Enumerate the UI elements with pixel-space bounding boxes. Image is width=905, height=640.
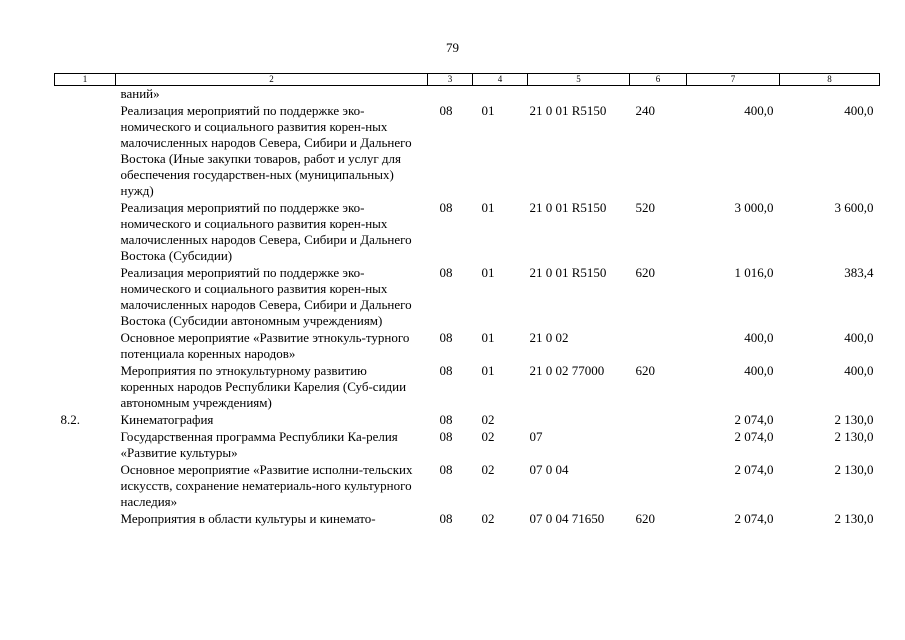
row-number <box>55 363 116 412</box>
section-code: 08 <box>439 200 453 215</box>
expense-type-code: 620 <box>635 511 655 526</box>
subsection-code: 01 <box>481 363 495 378</box>
amount-col-8: 3 600,0 <box>834 200 874 215</box>
subsection-code: 01 <box>481 200 495 215</box>
section-code <box>428 86 473 104</box>
amount-col-8 <box>780 86 880 104</box>
expense-type-code: 240 <box>635 103 655 118</box>
item-name: Реализация мероприятий по поддержке эко-номического и социального развития корен-ных малочисленных народов Севера, Сибири и Дальнего Востока (Иные закупки товаров, работ и услуг для обеспечения государствен-ных (муниципальных) нужд) <box>120 103 412 198</box>
amount-col-7: 400,0 <box>744 363 774 378</box>
table-row <box>55 200 880 265</box>
table-row <box>55 462 880 511</box>
target-article-code: 21 0 01 R5150 <box>529 103 607 118</box>
section-code: 08 <box>439 330 453 345</box>
amount-col-8: 2 130,0 <box>834 412 874 427</box>
item-name: Мероприятия в области культуры и кинемато- <box>120 511 376 526</box>
table-row <box>55 330 880 363</box>
expense-type-code: 620 <box>635 363 655 378</box>
item-name: Основное мероприятие «Развитие этнокуль-турного потенциала коренных народов» <box>120 330 410 361</box>
subsection-code: 02 <box>481 429 495 444</box>
item-name: Основное мероприятие «Развитие исполни-тельских искусств, сохранение нематериаль-ного культурного наследия» <box>120 462 413 509</box>
subsection-code: 01 <box>481 330 495 345</box>
item-name: Государственная программа Республики Ка-релия «Развитие культуры» <box>120 429 398 460</box>
expense-type-code <box>630 86 687 104</box>
target-article-code: 07 0 04 71650 <box>529 511 605 526</box>
amount-col-7: 2 074,0 <box>734 412 774 427</box>
item-name: ваний» <box>120 86 160 101</box>
item-name: Реализация мероприятий по поддержке эко-номического и социального развития корен-ных малочисленных народов Севера, Сибири и Дальнего Востока (Субсидии автономным учреждениям) <box>120 265 412 328</box>
subsection-code: 01 <box>481 265 495 280</box>
section-code: 08 <box>439 429 453 444</box>
expense-type-code: 620 <box>635 265 655 280</box>
expense-type-code <box>630 429 687 462</box>
table-row <box>55 363 880 412</box>
amount-col-8: 2 130,0 <box>834 429 874 444</box>
row-number <box>55 511 116 528</box>
subsection-code: 02 <box>481 462 495 477</box>
item-name: Кинематография <box>120 412 214 427</box>
row-number: 8.2. <box>60 412 80 427</box>
expense-type-code <box>630 462 687 511</box>
subsection-code <box>473 86 528 104</box>
row-number <box>55 86 116 104</box>
section-code: 08 <box>439 412 453 427</box>
expense-type-code <box>630 330 687 363</box>
page-number: 79 <box>446 40 459 55</box>
expense-type-code: 520 <box>635 200 655 215</box>
section-code: 08 <box>439 363 453 378</box>
amount-col-7 <box>687 86 780 104</box>
row-number <box>55 103 116 200</box>
item-name: Реализация мероприятий по поддержке эко-номического и социального развития корен-ных малочисленных народов Севера, Сибири и Дальнего Востока (Субсидии) <box>120 200 412 263</box>
row-number <box>55 429 116 462</box>
amount-col-8: 400,0 <box>844 103 874 118</box>
table-row <box>55 103 880 200</box>
column-header-5: 5 <box>528 74 630 86</box>
column-header-1: 1 <box>55 74 116 86</box>
column-header-6: 6 <box>630 74 687 86</box>
table-row <box>55 86 880 104</box>
row-number <box>55 330 116 363</box>
target-article-code: 21 0 02 77000 <box>529 363 605 378</box>
table-row <box>55 511 880 528</box>
amount-col-7: 2 074,0 <box>734 462 774 477</box>
expense-type-code <box>630 412 687 429</box>
table-row <box>55 412 880 429</box>
section-code: 08 <box>439 511 453 526</box>
amount-col-7: 2 074,0 <box>734 511 774 526</box>
target-article-code <box>528 86 630 104</box>
amount-col-8: 2 130,0 <box>834 462 874 477</box>
target-article-code: 21 0 02 <box>529 330 569 345</box>
subsection-code: 02 <box>481 412 495 427</box>
column-header-2: 2 <box>116 74 428 86</box>
item-name: Мероприятия по этнокультурному развитию коренных народов Республики Карелия (Суб-сидии автономным учреждениям) <box>120 363 407 410</box>
amount-col-8: 383,4 <box>844 265 874 280</box>
table-header-row <box>55 74 880 86</box>
section-code: 08 <box>439 103 453 118</box>
column-header-4: 4 <box>473 74 528 86</box>
amount-col-7: 2 074,0 <box>734 429 774 444</box>
row-number <box>55 200 116 265</box>
target-article-code <box>528 412 630 429</box>
target-article-code: 21 0 01 R5150 <box>529 265 607 280</box>
amount-col-8: 2 130,0 <box>834 511 874 526</box>
target-article-code: 21 0 01 R5150 <box>529 200 607 215</box>
amount-col-7: 1 016,0 <box>734 265 774 280</box>
amount-col-8: 400,0 <box>844 330 874 345</box>
column-header-7: 7 <box>687 74 780 86</box>
target-article-code: 07 0 04 <box>529 462 569 477</box>
subsection-code: 01 <box>481 103 495 118</box>
row-number <box>55 462 116 511</box>
subsection-code: 02 <box>481 511 495 526</box>
target-article-code: 07 <box>529 429 543 444</box>
amount-col-8: 400,0 <box>844 363 874 378</box>
section-code: 08 <box>439 462 453 477</box>
column-header-3: 3 <box>428 74 473 86</box>
row-number <box>55 265 116 330</box>
amount-col-7: 3 000,0 <box>734 200 774 215</box>
column-header-8: 8 <box>780 74 880 86</box>
table-row <box>55 265 880 330</box>
table-row <box>55 429 880 462</box>
amount-col-7: 400,0 <box>744 330 774 345</box>
section-code: 08 <box>439 265 453 280</box>
budget-table <box>54 73 880 528</box>
amount-col-7: 400,0 <box>744 103 774 118</box>
